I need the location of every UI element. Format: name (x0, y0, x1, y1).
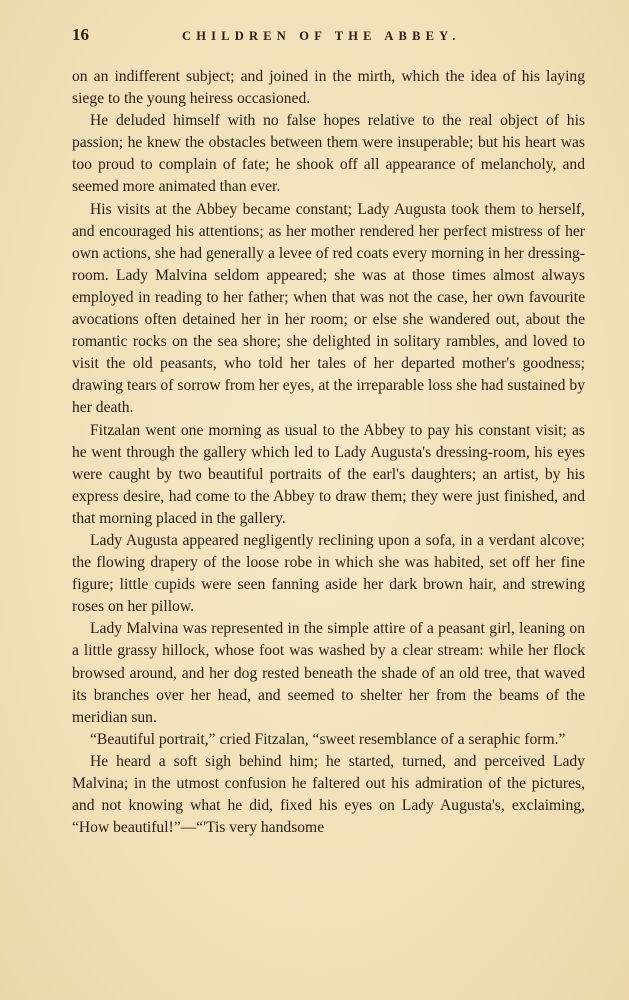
running-head (72, 24, 585, 46)
body-text (72, 66, 585, 839)
paragraph: Fitzalan went one morning as usual to the Abbey to pay his constant visit; as he went through the gallery which led to Lady Augusta's dressing-room, his eyes were caught by two beautiful portraits of the earl's daughters; an artist, by his express desire, had come to the Abbey to draw them; they were just finished, and that morning placed in the gallery. (72, 421, 585, 527)
paragraph: He heard a soft sigh behind him; he started, turned, and perceived Lady Malvina; in the utmost confusion he faltered out his admiration of the pictures, and not knowing what he did, fixed his eyes on Lady Augusta's, exclaiming, “How beautiful!”—“'Tis very handsome (72, 752, 585, 837)
paragraph: on an indifferent subject; and joined in the mirth, which the idea of his laying siege to the young heiress occasioned. (72, 68, 585, 108)
page-number: 16 (72, 25, 89, 44)
paragraph: His visits at the Abbey became constant; Lady Augusta took them to herself, and encouraged his attentions; as her mother rendered her perfect mistress of her own actions, she had generally a levee of red coats every morning in her dressing-room. Lady Malvina seldom appeared; she was at those times almost always employed in reading to her father; when that was not the case, her own favourite avocations often detained her in her room; or else she wandered out, about the romantic rocks on the sea shore; she delighted in solitary rambles, and loved to visit the old peasants, who told her tales of her departed mother's goodness; drawing tears of sorrow from her eyes, at the irreparable loss she had sustained by her death. (72, 200, 585, 417)
paragraph: “Beautiful portrait,” cried Fitzalan, “sweet resemblance of a seraphic form.” (90, 730, 566, 748)
paragraph: Lady Augusta appeared negligently reclining upon a sofa, in a verdant alcove; the flowing drapery of the loose robe in which she was habited, set off her fine figure; little cupids were seen fanning aside her dark brown hair, and strewing roses on her pillow. (72, 531, 585, 616)
paragraph: Lady Malvina was represented in the simple attire of a peasant girl, leaning on a little grassy hillock, whose foot was washed by a clear stream: while her flock browsed around, and her dog rested beneath the shade of an old tree, that waved its branches over her head, and seemed to shelter her from the beams of the meridian sun. (72, 620, 585, 726)
running-title: CHILDREN OF THE ABBEY. (182, 29, 461, 43)
paragraph: He deluded himself with no false hopes relative to the real object of his passion; he knew the obstacles between them were insuperable; but his heart was too proud to complain of fate; he shook off all appearance of melancholy, and seemed more animated than ever. (72, 112, 585, 196)
